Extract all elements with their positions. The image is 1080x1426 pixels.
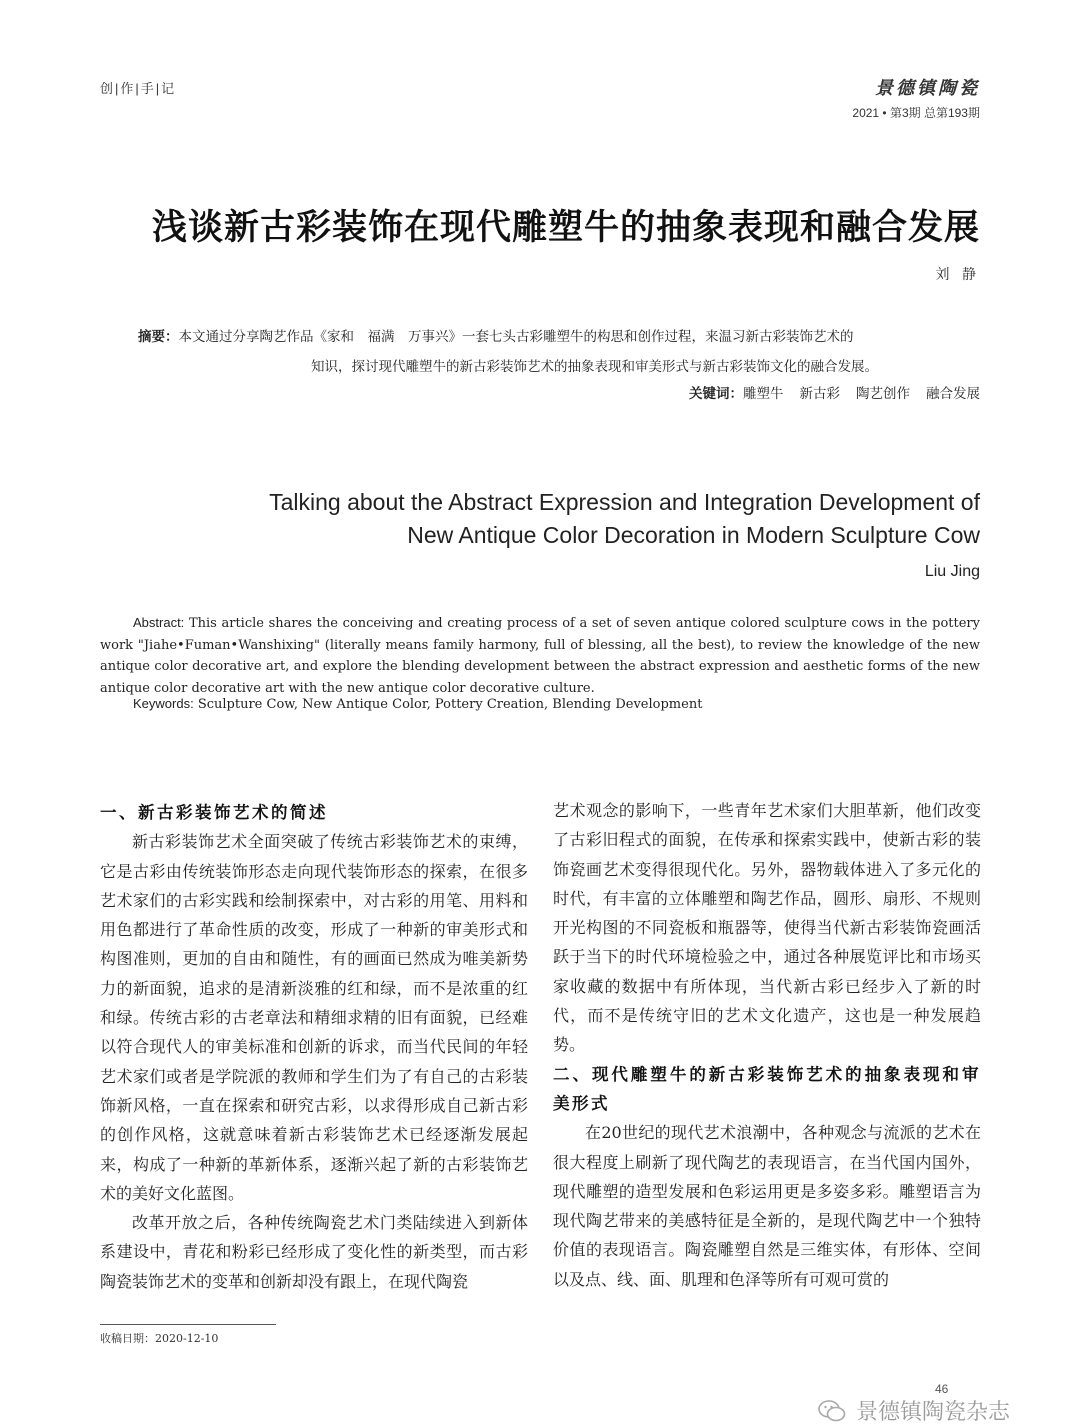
keywords-cn-label: 关键词： [689, 386, 743, 401]
article-title-cn: 浅谈新古彩装饰在现代雕塑牛的抽象表现和融合发展 [151, 207, 980, 248]
abstract-cn [138, 322, 980, 382]
body-paragraph: 新古彩装饰艺术全面突破了传统古彩装饰艺术的束缚，它是古彩由传统装饰形态走向现代装饰形态的探索，在很多艺术家们的古彩实践和绘制探索中，对古彩的用笔、用料和用色都进行了革命性质的改变，形成了一种新的审美形式和构图准则，更加的自由和随性，有的画面已然成为唯美新势力的新面貌，追求的是清新淡雅的红和绿，而不是浓重的红和绿。传统古彩的古老章法和精细求精的旧有面貌，已经难以符合现代人的审美标准和创新的诉求，而当代民间的年轻艺术家们或者是学院派的教师和学生们为了有自己的古彩装饰新风格，一直在探索和研究古彩，以求得形成自己新古彩的创作风格，这就意味着新古彩装饰艺术已经逐渐发展起来，构成了一种新的革新体系，逐渐兴起了新的古彩装饰艺术的美好文化蓝图。 [100, 832, 528, 1203]
body-column-right [553, 796, 981, 1294]
keywords-en-label: Keywords: [133, 696, 194, 711]
watermark-text: 景德镇陶瓷杂志 [856, 1399, 1011, 1424]
issue-info: 2021 • 第3期 总第193期 [852, 106, 980, 120]
keyword-cn: 新古彩 [799, 386, 840, 402]
body-column-left [100, 796, 528, 1296]
abstract-cn-line2: 知识，探讨现代雕塑牛的新古彩装饰艺术的抽象表现和审美形式与新古彩装饰文化的融合发展。 [311, 359, 878, 375]
section-heading: 二、现代雕塑牛的新古彩装饰艺术的抽象表现和审美形式 [553, 1064, 981, 1113]
abstract-cn-label: 摘要： [138, 329, 179, 344]
author-cn: 刘 静 [935, 267, 980, 283]
keywords-en-text: Sculpture Cow, New Antique Color, Pottery Creation, Blending Development [193, 697, 703, 712]
body-paragraph: 在20世纪的现代艺术浪潮中，各种观念与流派的艺术在很大程度上刷新了现代陶艺的表现语言，在当代国内国外，现代雕塑的造型发展和色彩运用更是多姿多彩。雕塑语言为现代陶艺带来的美感特征是全新的，是现代陶艺中一个独特价值的表现语言。陶瓷雕塑自然是三维实体，有形体、空间以及点、线、面、肌理和色泽等所有可观可赏的 [553, 1123, 981, 1289]
page-number: 46 [935, 1382, 949, 1396]
wechat-icon [818, 1399, 846, 1423]
keywords-cn [689, 382, 980, 402]
column-label: 创|作|手|记 [100, 81, 177, 96]
abstract-en-text: This article shares the conceiving and creating process of a set of seven antique colored sculpture cows in the pottery work "Jiahe•Fuman•Wanshixing" (literally means family harmony, full of blessing, all the best), to review the knowledge of the new antique color decorative art, and explore the blending development between the abstract expression and aesthetic forms of the new antique color decorative art with the new antique color decorative culture. [100, 616, 980, 696]
journal-name-logo: 景德镇陶瓷 [875, 78, 980, 99]
author-en: Liu Jing [924, 563, 980, 580]
body-paragraph: 改革开放之后，各种传统陶瓷艺术门类陆续进入到新体系建设中，青花和粉彩已经形成了变化性的新类型，而古彩陶瓷装饰艺术的变革和创新却没有跟上，在现代陶瓷 [100, 1213, 528, 1291]
wechat-watermark [818, 1395, 1010, 1426]
received-date-footnote: 收稿日期：2020-12-10 [100, 1332, 219, 1345]
abstract-en [100, 612, 980, 699]
section-heading: 一、新古彩装饰艺术的简述 [100, 803, 328, 822]
footnote-divider [100, 1324, 276, 1325]
abstract-en-label: Abstract: [133, 615, 185, 630]
article-title-en: Talking about the Abstract Expression and Integration Development of New Antique Color Decoration in Modern Sculpture Cow [269, 489, 980, 548]
abstract-cn-line1: 摘要：本文通过分享陶艺作品《家和 福满 万事兴》一套七头古彩雕塑牛的构思和创作过程，来温习新古彩装饰艺术的 [138, 329, 854, 345]
keyword-cn: 雕塑牛 [743, 386, 784, 402]
body-paragraph: 艺术观念的影响下，一些青年艺术家们大胆革新，他们改变了古彩旧程式的面貌，在传承和探索实践中，使新古彩的装饰瓷画艺术变得很现代化。另外，器物载体进入了多元化的时代，有丰富的立体雕塑和陶艺作品，圆形、扇形、不规则开光构图的不同瓷板和瓶器等，使得当代新古彩装饰瓷画活跃于当下的时代环境检验之中，通过各种展览评比和市场买家收藏的数据中有所体现，当代新古彩已经步入了新的时代，而不是传统守旧的艺术文化遗产，这也是一种发展趋势。 [553, 801, 981, 1055]
keyword-cn: 陶艺创作 [856, 386, 910, 402]
keyword-cn: 融合发展 [926, 386, 980, 402]
keywords-en [133, 696, 702, 712]
